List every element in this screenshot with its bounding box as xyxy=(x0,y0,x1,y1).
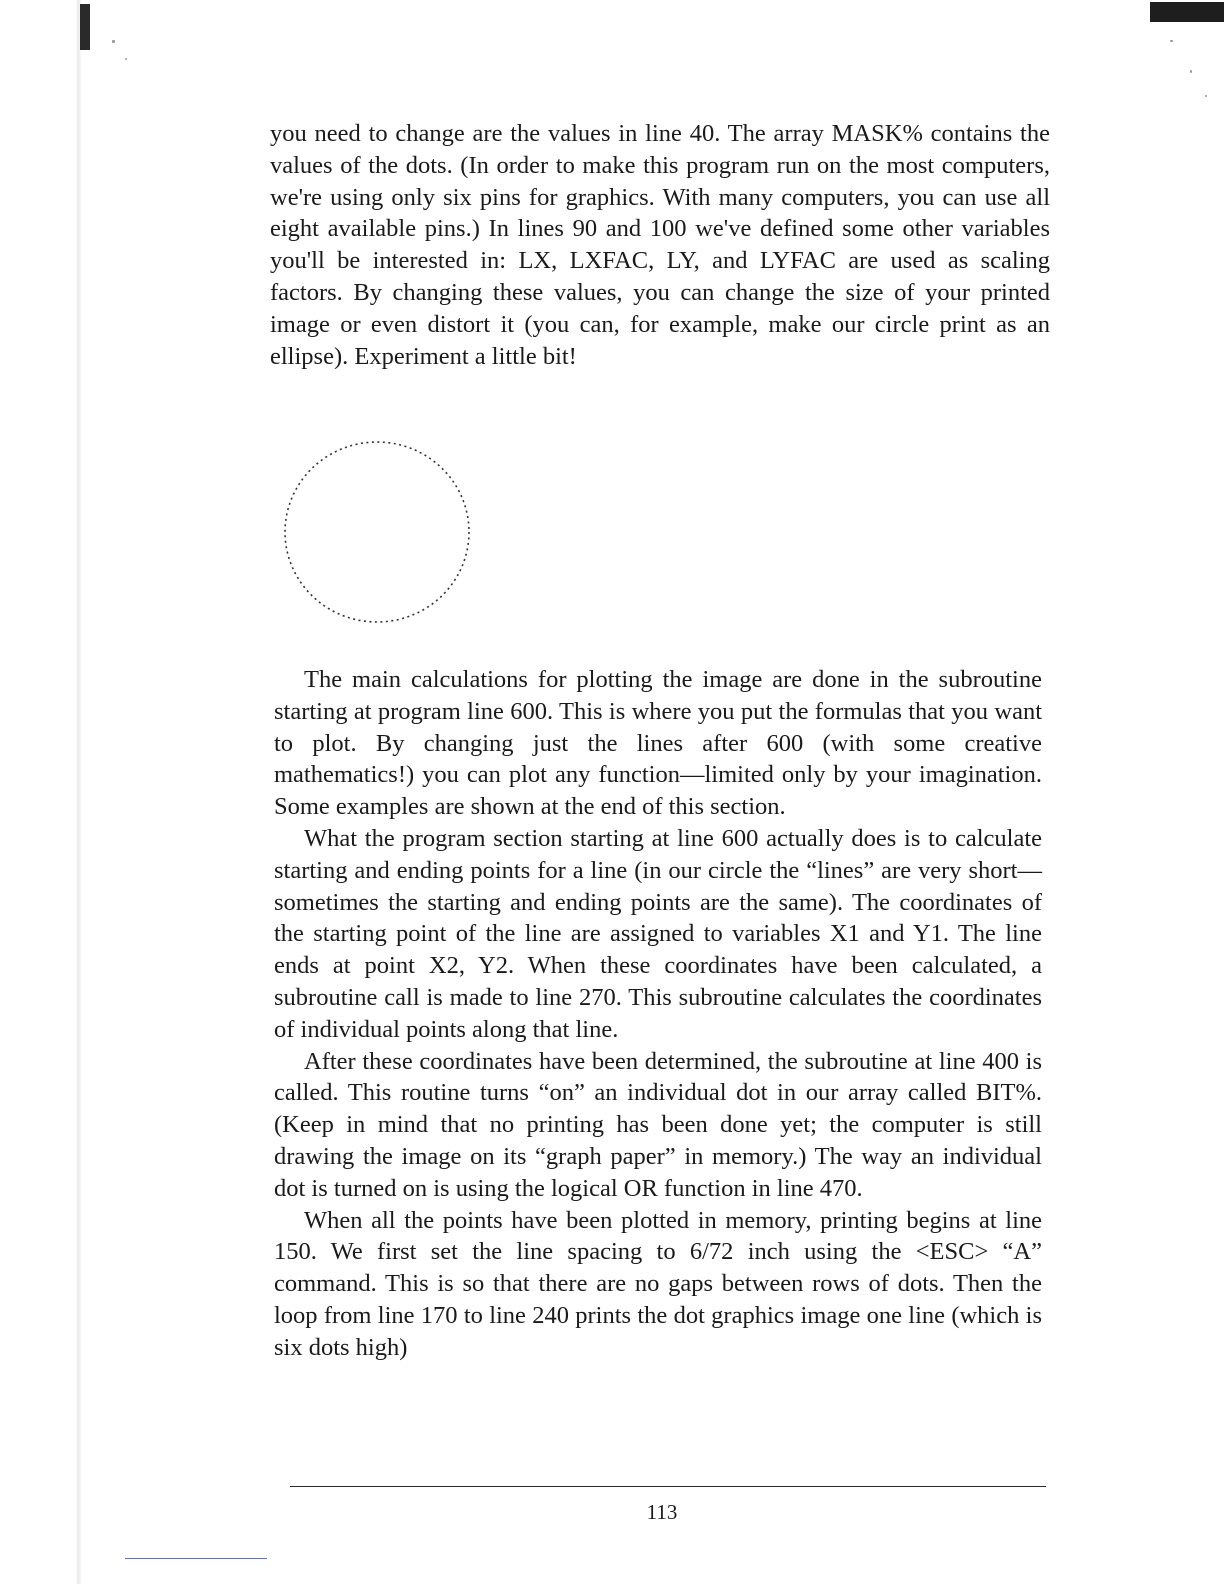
scan-speckle xyxy=(1190,70,1192,73)
page-number: 113 xyxy=(646,1500,678,1524)
scan-speckle xyxy=(125,58,127,60)
scan-speckle xyxy=(1170,40,1173,42)
printed-circle xyxy=(285,442,469,622)
scan-speckle xyxy=(112,40,115,43)
paragraph: What the program section starting at line 600 actually does is to calculate starting and ending points for a line (in our circle the “lines” are very short—sometimes the starting and ending points are the same). The coordinates of the starting point of the line are assigned to variables X1 and Y1. The line ends at point X2, Y2. When these coordinates have been calculated, a subroutine call is made to line 270. This subroutine calculates the coordinates of individual points along that line. xyxy=(274,824,1042,1043)
scan-binding-mark xyxy=(80,4,90,50)
paragraph: After these coordinates have been determined, the subroutine at line 400 is called. This routine turns “on” an individual dot in our array called BIT%. (Keep in mind that no printing has been done yet; the computer is still drawing the image on its “graph paper” in memory.) The way an individual dot is turned on is using the logical OR function in line 470. xyxy=(274,1047,1042,1202)
paragraph: The main calculations for plotting the image are done in the subroutine starting at program line 600. This is where you put the formulas that you want to plot. By changing just the lines after 600 (with some creative mathematics!) you can plot any function—limited only by your imagination. Some examples are shown at the end of this section. xyxy=(274,666,1042,821)
scan-speckle xyxy=(1205,95,1207,97)
dot-circle-figure xyxy=(270,432,490,632)
paragraph: When all the points have been plotted in memory, printing begins at line 150. We first set the line spacing to 6/72 inch using the <ESC> “A” command. This is so that there are no gaps between rows of dots. Then the loop from line 170 to line 240 prints the dot graphics image one line (which is six dots high) xyxy=(274,1206,1042,1361)
scan-underline xyxy=(125,1558,267,1559)
text-block-bottom xyxy=(274,664,1042,1364)
paragraph: you need to change are the values in line 40. The array MASK% contains the values of the dots. (In order to make this program run on the most computers, we're using only six pins for graphics. With many computers, you can use all eight available pins.) In lines 90 and 100 we've defined some other variables you'll be interested in: LX, LXFAC, LY, and LYFAC are used as scaling factors. By changing these values, you can change the size of your printed image or even distort it (you can, for example, make our circle print as an ellipse). Experiment a little bit! xyxy=(270,120,1050,370)
footer-rule xyxy=(290,1486,1046,1487)
scan-corner-mark xyxy=(1150,2,1224,22)
text-block-top xyxy=(270,118,1050,372)
scan-left-edge xyxy=(0,0,86,1584)
